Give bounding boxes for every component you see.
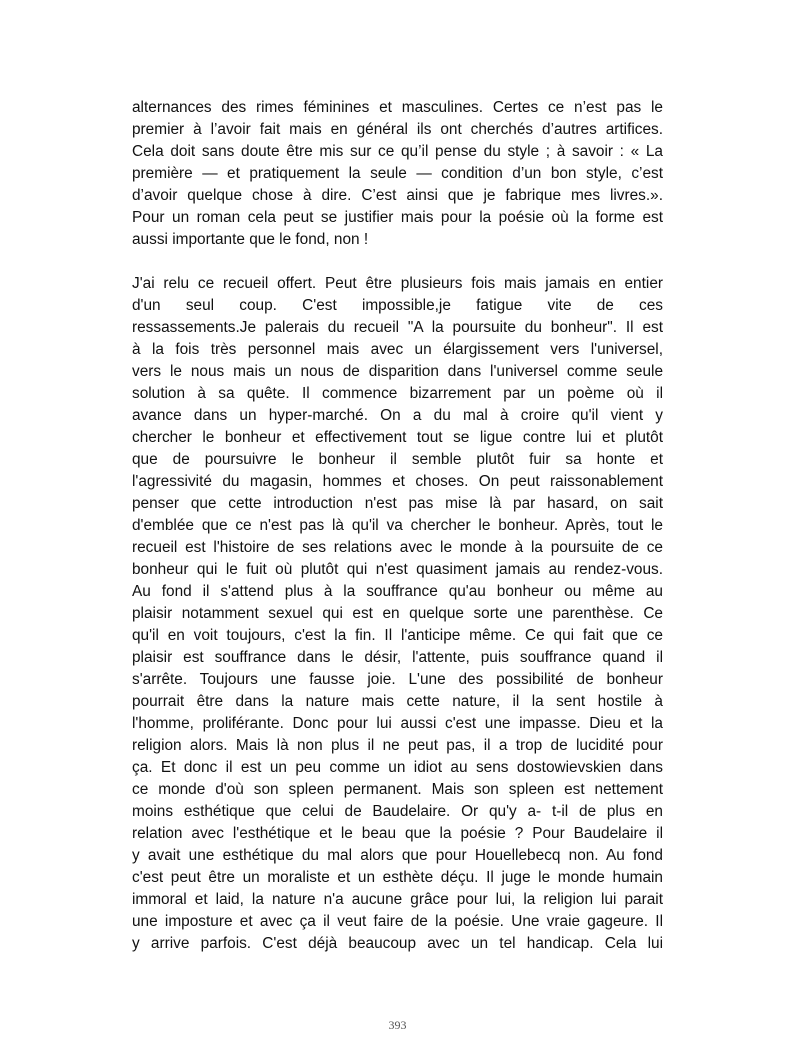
text-line: l'agressivité du magasin, hommes et choses. On peut raissonablement [132, 473, 663, 490]
text-line: ça. Et donc il est un peu comme un idiot au sens dostowievskien dans [132, 759, 663, 776]
text-line: y arrive parfois. C'est déjà beaucoup avec un tel handicap. Cela lui [132, 935, 663, 952]
text-line: moins esthétique que celui de Baudelaire. Or qu'y a- t-il de plus en [132, 803, 663, 820]
paragraph-1 [132, 97, 663, 251]
text-line: ressassements.Je palerais du recueil "A la poursuite du bonheur". Il est [132, 319, 663, 336]
text-line: à la fois très personnel mais avec un élargissement vers l'universel, [132, 341, 663, 358]
paragraph-2 [132, 273, 663, 955]
text-line: première — et pratiquement la seule — condition d’un bon style, c’est [132, 165, 663, 182]
text-line: d’avoir quelque chose à dire. C’est ainsi que je fabrique mes livres.». [132, 187, 663, 204]
text-line: Pour un roman cela peut se justifier mais pour la poésie où la forme est [132, 209, 663, 226]
text-line: aussi importante que le fond, non ! [132, 231, 369, 248]
text-line: Cela doit sans doute être mis sur ce qu’il pense du style ; à savoir : « La [132, 143, 663, 160]
text-line: plaisir notamment sexuel qui est en quelque sorte une parenthèse. Ce [132, 605, 663, 622]
text-line: bonheur qui le fuit où plutôt qui n'est quasiment jamais au rendez-vous. [132, 561, 663, 578]
text-line: une imposture et avec ça il veut faire de la poésie. Une vraie gageure. Il [132, 913, 663, 930]
text-line: ce monde d'où son spleen permanent. Mais son spleen est nettement [132, 781, 663, 798]
text-line: religion alors. Mais là non plus il ne peut pas, il a trop de lucidité pour [132, 737, 663, 754]
text-line: recueil est l'histoire de ses relations avec le monde à la poursuite de ce [132, 539, 663, 556]
text-line: penser que cette introduction n'est pas mise là par hasard, on sait [132, 495, 663, 512]
text-line: qu'il en voit toujours, c'est la fin. Il l'anticipe même. Ce qui fait que ce [132, 627, 663, 644]
text-line: immoral et laid, la nature n'a aucune grâce pour lui, la religion lui parait [132, 891, 663, 908]
text-line: d'emblée que ce n'est pas là qu'il va chercher le bonheur. Après, tout le [132, 517, 663, 534]
text-line: premier à l’avoir fait mais en général ils ont cherchés d’autres artifices. [132, 121, 663, 138]
text-line: vers le nous mais un nous de disparition dans l'universel comme seule [132, 363, 663, 380]
text-line: y avait une esthétique du mal alors que pour Houellebecq non. Au fond [132, 847, 663, 864]
text-line: Au fond il s'attend plus à la souffrance qu'au bonheur ou même au [132, 583, 663, 600]
text-line: c'est peut être un moraliste et un esthète déçu. Il juge le monde humain [132, 869, 663, 886]
text-line: avance dans un hyper-marché. On a du mal à croire qu'il vient y [132, 407, 663, 424]
text-line: chercher le bonheur et effectivement tout se ligue contre lui et plutôt [132, 429, 663, 446]
text-line: que de poursuivre le bonheur il semble plutôt fuir sa honte et [132, 451, 663, 468]
text-line: J'ai relu ce recueil offert. Peut être plusieurs fois mais jamais en entier [132, 275, 663, 292]
text-line: solution à sa quête. Il commence bizarrement par un poème où il [132, 385, 663, 402]
text-line: d'un seul coup. C'est impossible,je fatigue vite de ces [132, 297, 663, 314]
page-number: 393 [388, 1018, 407, 1032]
text-line: alternances des rimes féminines et masculines. Certes ce n’est pas le [132, 99, 663, 116]
text-line: s'arrête. Toujours une fausse joie. L'une des possibilité de bonheur [132, 671, 663, 688]
text-line: plaisir est souffrance dans le désir, l'attente, puis souffrance quand il [132, 649, 663, 666]
text-line: relation avec l'esthétique et le beau que la poésie ? Pour Baudelaire il [132, 825, 663, 842]
text-line: pourrait être dans la nature mais cette nature, il la sent hostile à [132, 693, 663, 710]
text-line: l'homme, proliférante. Donc pour lui aussi c'est une impasse. Dieu et la [132, 715, 663, 732]
